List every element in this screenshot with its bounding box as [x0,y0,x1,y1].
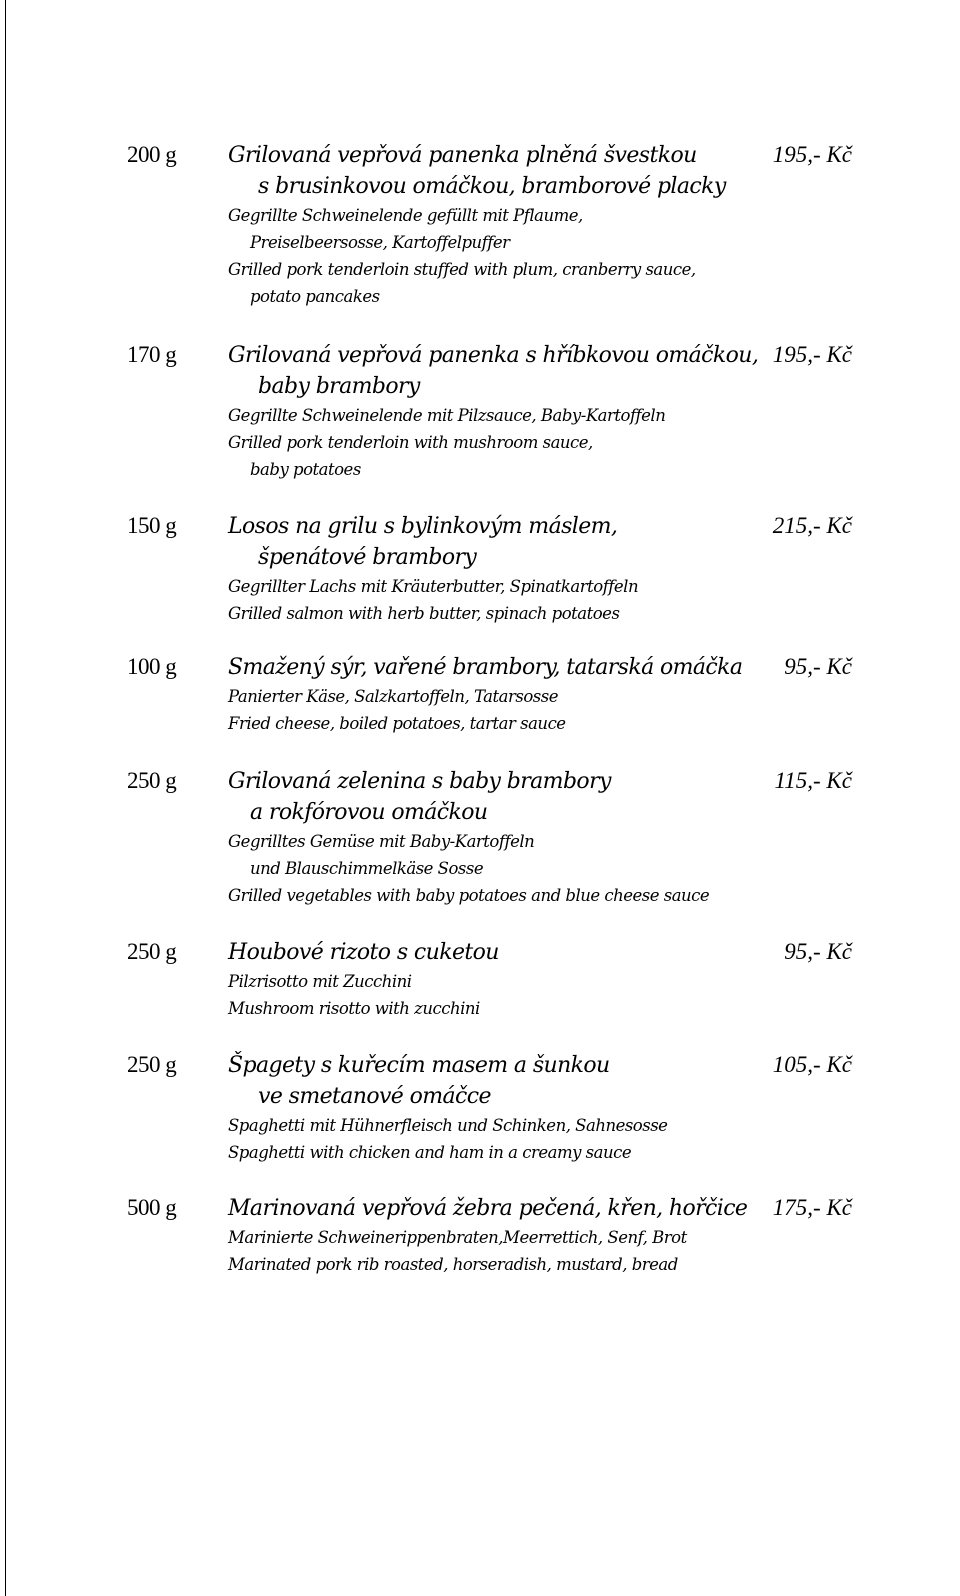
item-price: 215,- Kč [772,513,852,538]
item-weight: 100 g [127,654,177,679]
item-name-cz-cont: špenátové brambory [258,545,477,570]
item-weight: 170 g [127,342,177,367]
item-weight: 250 g [127,768,177,793]
item-weight: 250 g [127,1052,177,1077]
item-name-de: Gegrilltes Gemüse mit Baby-Kartoffeln [228,832,535,851]
item-name-de-cont: und Blauschimmelkäse Sosse [250,859,484,878]
item-name-cz-cont: a rokfórovou omáčkou [250,800,488,825]
item-name-de-cont: Preiselbeersosse, Kartoffelpuffer [250,233,510,252]
item-name-de: Gegrillter Lachs mit Kräuterbutter, Spinatkartoffeln [228,577,639,596]
item-price: 95,- Kč [784,654,852,679]
item-name-cz: Smažený sýr, vařené brambory, tatarská omáčka [228,655,743,680]
item-weight: 250 g [127,939,177,964]
item-price: 195,- Kč [772,342,852,367]
item-name-de: Spaghetti mit Hühnerfleisch und Schinken, Sahnesosse [228,1116,668,1135]
item-description [228,937,748,1022]
item-name-cz: Marinovaná vepřová žebra pečená, křen, hořčice [228,1196,748,1221]
item-name-de: Marinierte Schweinerippenbraten,Meerrettich, Senf, Brot [228,1228,687,1247]
item-name-en: Mushroom risotto with zucchini [228,999,480,1018]
item-price: 95,- Kč [784,939,852,964]
item-description [228,340,759,483]
item-price: 115,- Kč [774,768,852,793]
item-name-en: Fried cheese, boiled potatoes, tartar sauce [228,714,566,733]
item-description [228,511,748,627]
page-border-line [5,0,6,1596]
item-price: 175,- Kč [772,1195,852,1220]
item-name-en: Grilled vegetables with baby potatoes and blue cheese sauce [228,886,710,905]
item-price: 105,- Kč [772,1052,852,1077]
item-description [228,140,748,310]
item-name-en: Grilled pork tenderloin with mushroom sauce, [228,433,593,452]
item-price: 195,- Kč [772,142,852,167]
item-description [228,1050,748,1166]
item-description [228,652,748,737]
item-name-cz: Grilovaná zelenina s baby brambory [228,769,611,794]
item-name-de: Gegrillte Schweinelende gefüllt mit Pflaume, [228,206,583,225]
item-name-en: Spaghetti with chicken and ham in a creamy sauce [228,1143,632,1162]
item-name-cz: Losos na grilu s bylinkovým máslem, [228,514,618,539]
item-name-de: Pilzrisotto mit Zucchini [228,972,412,991]
item-name-en: Grilled pork tenderloin stuffed with plum, cranberry sauce, [228,260,696,279]
item-description [228,1193,748,1278]
item-name-cz: Houbové rizoto s cuketou [228,940,499,965]
item-weight: 500 g [127,1195,177,1220]
item-name-cz: Grilovaná vepřová panenka s hříbkovou omáčkou, [228,343,759,368]
item-name-cz: Špagety s kuřecím masem a šunkou [228,1053,610,1078]
item-name-de: Gegrillte Schweinelende mit Pilzsauce, Baby-Kartoffeln [228,406,666,425]
item-name-cz-cont: baby brambory [258,374,420,399]
item-name-en: Grilled salmon with herb butter, spinach potatoes [228,604,620,623]
item-description [228,766,748,909]
item-weight: 200 g [127,142,177,167]
item-name-cz: Grilovaná vepřová panenka plněná švestkou [228,143,697,168]
item-weight: 150 g [127,513,177,538]
item-name-cz-cont: ve smetanové omáčce [258,1084,491,1109]
item-name-en: Marinated pork rib roasted, horseradish, mustard, bread [228,1255,678,1274]
item-name-en-cont: baby potatoes [250,460,361,479]
item-name-en-cont: potato pancakes [250,287,380,306]
item-name-cz-cont: s brusinkovou omáčkou, bramborové placky [258,174,726,199]
item-name-de: Panierter Käse, Salzkartoffeln, Tatarsosse [228,687,558,706]
